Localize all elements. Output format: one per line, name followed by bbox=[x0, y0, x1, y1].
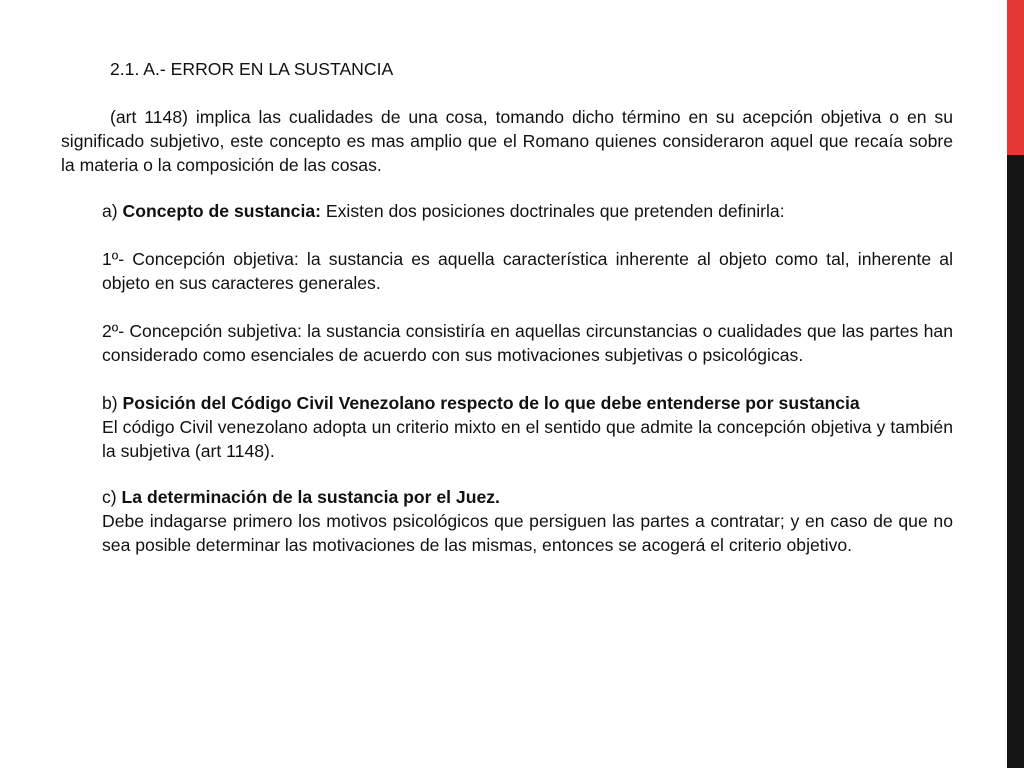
section-a-text: Existen dos posiciones doctrinales que pretenden definirla: bbox=[321, 201, 785, 221]
section-b-text: El código Civil venezolano adopta un criterio mixto en el sentido que admite la concepción objetiva y también la subjetiva (art 1148). bbox=[102, 417, 953, 461]
accent-bar-black bbox=[1007, 155, 1024, 768]
section-c-text: Debe indagarse primero los motivos psicológicos que persiguen las partes a contratar; y en caso de que no sea posible determinar las motivaciones de las mismas, entonces se acogerá el criterio objetivo. bbox=[102, 511, 953, 555]
section-c-heading: La determinación de la sustancia por el Juez. bbox=[121, 487, 500, 507]
slide-title: 2.1. A.- ERROR EN LA SUSTANCIA bbox=[110, 59, 394, 79]
section-c-prefix: c) bbox=[102, 487, 122, 507]
section-c-heading-paragraph bbox=[61, 485, 953, 509]
section-b-prefix: b) bbox=[102, 393, 123, 413]
section-a-prefix: a) bbox=[102, 201, 123, 221]
section-b-heading: Posición del Código Civil Venezolano respecto de lo que debe entenderse por sustancia bbox=[122, 393, 860, 413]
section-b-heading-paragraph bbox=[61, 391, 953, 415]
slide-body bbox=[61, 57, 953, 557]
intro-paragraph: (art 1148) implica las cualidades de una cosa, tomando dicho término en su acepción objetiva o en su significado subjetivo, este concepto es mas amplio que el Romano quienes consideraron aquel que recaía sobre la materia o la composición de las cosas. bbox=[61, 107, 953, 175]
point-2-paragraph: 2º- Concepción subjetiva: la sustancia consistiría en aquellas circunstancias o cualidades que las partes han considerado como esenciales de acuerdo con sus motivaciones subjetivas o psicológicas. bbox=[102, 321, 953, 365]
section-a-heading: Concepto de sustancia: bbox=[122, 201, 322, 221]
point-1-paragraph: 1º- Concepción objetiva: la sustancia es aquella característica inherente al objeto como tal, inherente al objeto en sus caracteres generales. bbox=[102, 249, 953, 293]
accent-bar-red bbox=[1007, 0, 1024, 155]
section-a-paragraph bbox=[61, 199, 953, 223]
